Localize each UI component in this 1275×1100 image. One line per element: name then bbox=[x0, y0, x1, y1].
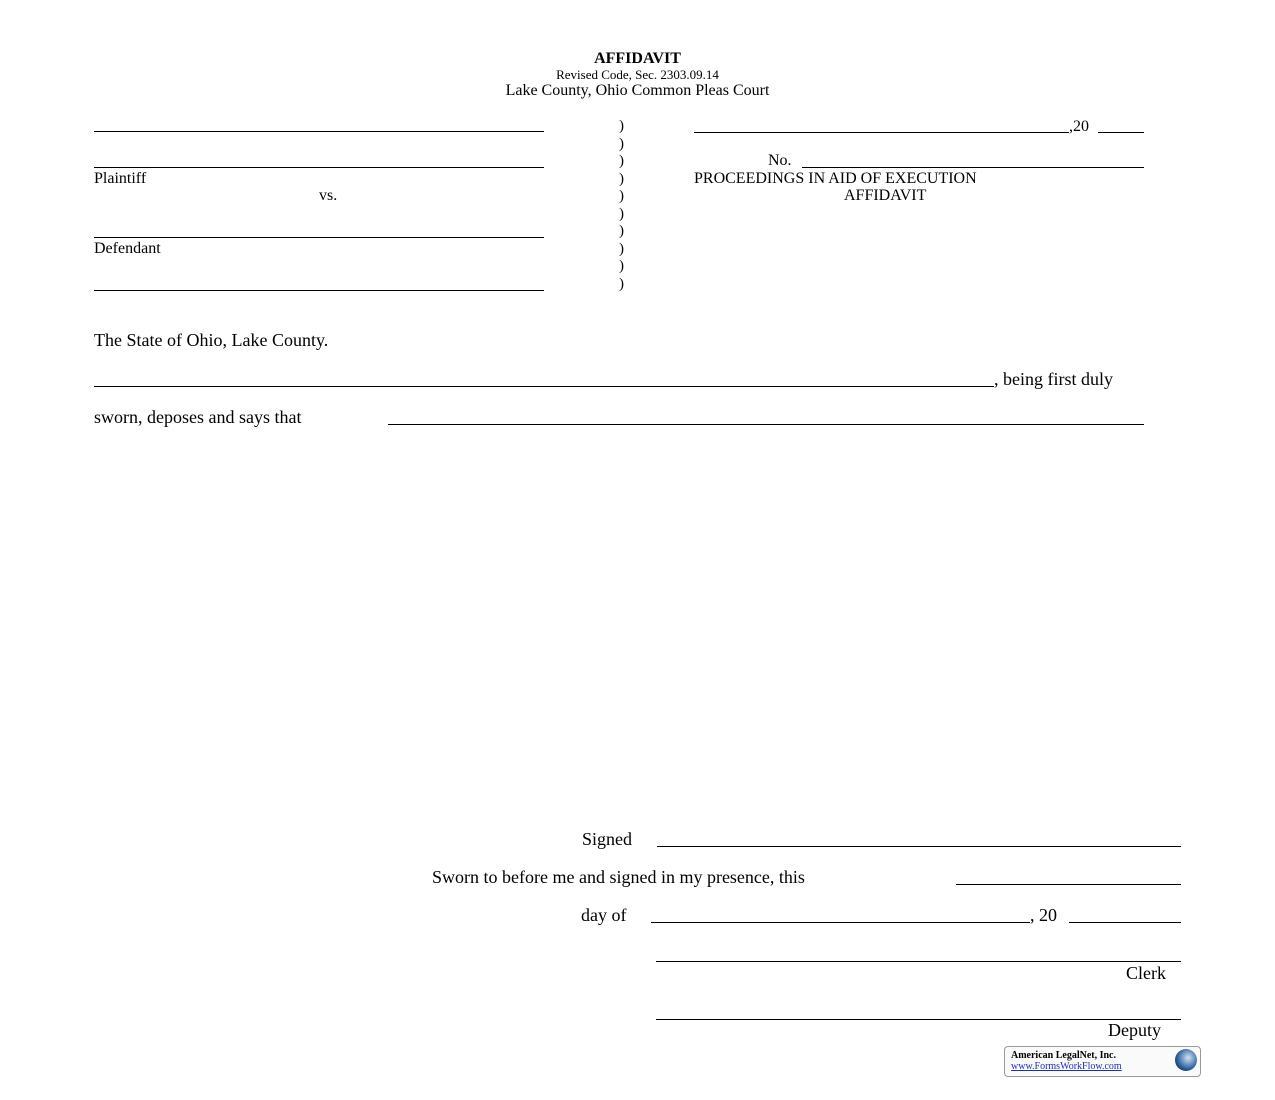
date-line[interactable] bbox=[694, 132, 1069, 133]
doc-type-label: AFFIDAVIT bbox=[844, 187, 927, 204]
paren: ) bbox=[619, 258, 624, 274]
signed-label: Signed bbox=[582, 829, 633, 849]
paren: ) bbox=[619, 171, 624, 187]
proceedings-label: PROCEEDINGS IN AID OF EXECUTION bbox=[694, 170, 977, 187]
form-subtitle: Revised Code, Sec. 2303.09.14 bbox=[556, 67, 719, 82]
clerk-line[interactable] bbox=[656, 961, 1181, 962]
defendant-line[interactable] bbox=[94, 237, 544, 238]
case-number-label: No. bbox=[768, 152, 792, 169]
publisher-name: American LegalNet, Inc. bbox=[1011, 1050, 1116, 1061]
signature-line[interactable] bbox=[657, 846, 1181, 847]
paren: ) bbox=[619, 241, 624, 257]
year-line[interactable] bbox=[1098, 132, 1144, 133]
vs-label: vs. bbox=[319, 187, 338, 204]
caption-line-1[interactable] bbox=[94, 131, 544, 132]
paren: ) bbox=[619, 188, 624, 204]
paren: ) bbox=[619, 136, 624, 152]
form-title: AFFIDAVIT bbox=[594, 50, 681, 67]
sworn-before-text: Sworn to before me and signed in my presence, this bbox=[432, 867, 805, 887]
paren: ) bbox=[619, 118, 624, 134]
sig-year-line[interactable] bbox=[1069, 922, 1181, 923]
publisher-badge bbox=[1004, 1046, 1201, 1077]
statement-line[interactable] bbox=[388, 424, 1144, 425]
day-of-label: day of bbox=[581, 905, 627, 925]
year-prefix: ,20 bbox=[1069, 118, 1089, 135]
paren: ) bbox=[619, 223, 624, 239]
clerk-label: Clerk bbox=[1126, 963, 1166, 983]
paren: ) bbox=[619, 276, 624, 292]
court-name: Lake County, Ohio Common Pleas Court bbox=[505, 82, 770, 99]
sig-year-prefix: , 20 bbox=[1030, 905, 1057, 925]
plaintiff-label: Plaintiff bbox=[94, 170, 147, 187]
paren: ) bbox=[619, 206, 624, 222]
caption-line-3[interactable] bbox=[94, 290, 544, 291]
defendant-label: Defendant bbox=[94, 240, 161, 257]
deputy-label: Deputy bbox=[1108, 1020, 1161, 1040]
month-line[interactable] bbox=[651, 922, 1030, 923]
day-line[interactable] bbox=[956, 884, 1181, 885]
sworn-suffix: , being first duly bbox=[994, 369, 1113, 389]
case-number-line[interactable] bbox=[802, 167, 1144, 168]
caption-line-2[interactable] bbox=[94, 167, 544, 168]
paren: ) bbox=[619, 153, 624, 169]
deposes-text: sworn, deposes and says that bbox=[94, 407, 302, 427]
affiant-name-line[interactable] bbox=[94, 386, 994, 387]
deputy-line[interactable] bbox=[656, 1019, 1181, 1020]
venue-text: The State of Ohio, Lake County. bbox=[94, 330, 329, 350]
publisher-url[interactable]: www.FormsWorkFlow.com bbox=[1011, 1061, 1122, 1072]
globe-logo-icon bbox=[1175, 1049, 1197, 1071]
